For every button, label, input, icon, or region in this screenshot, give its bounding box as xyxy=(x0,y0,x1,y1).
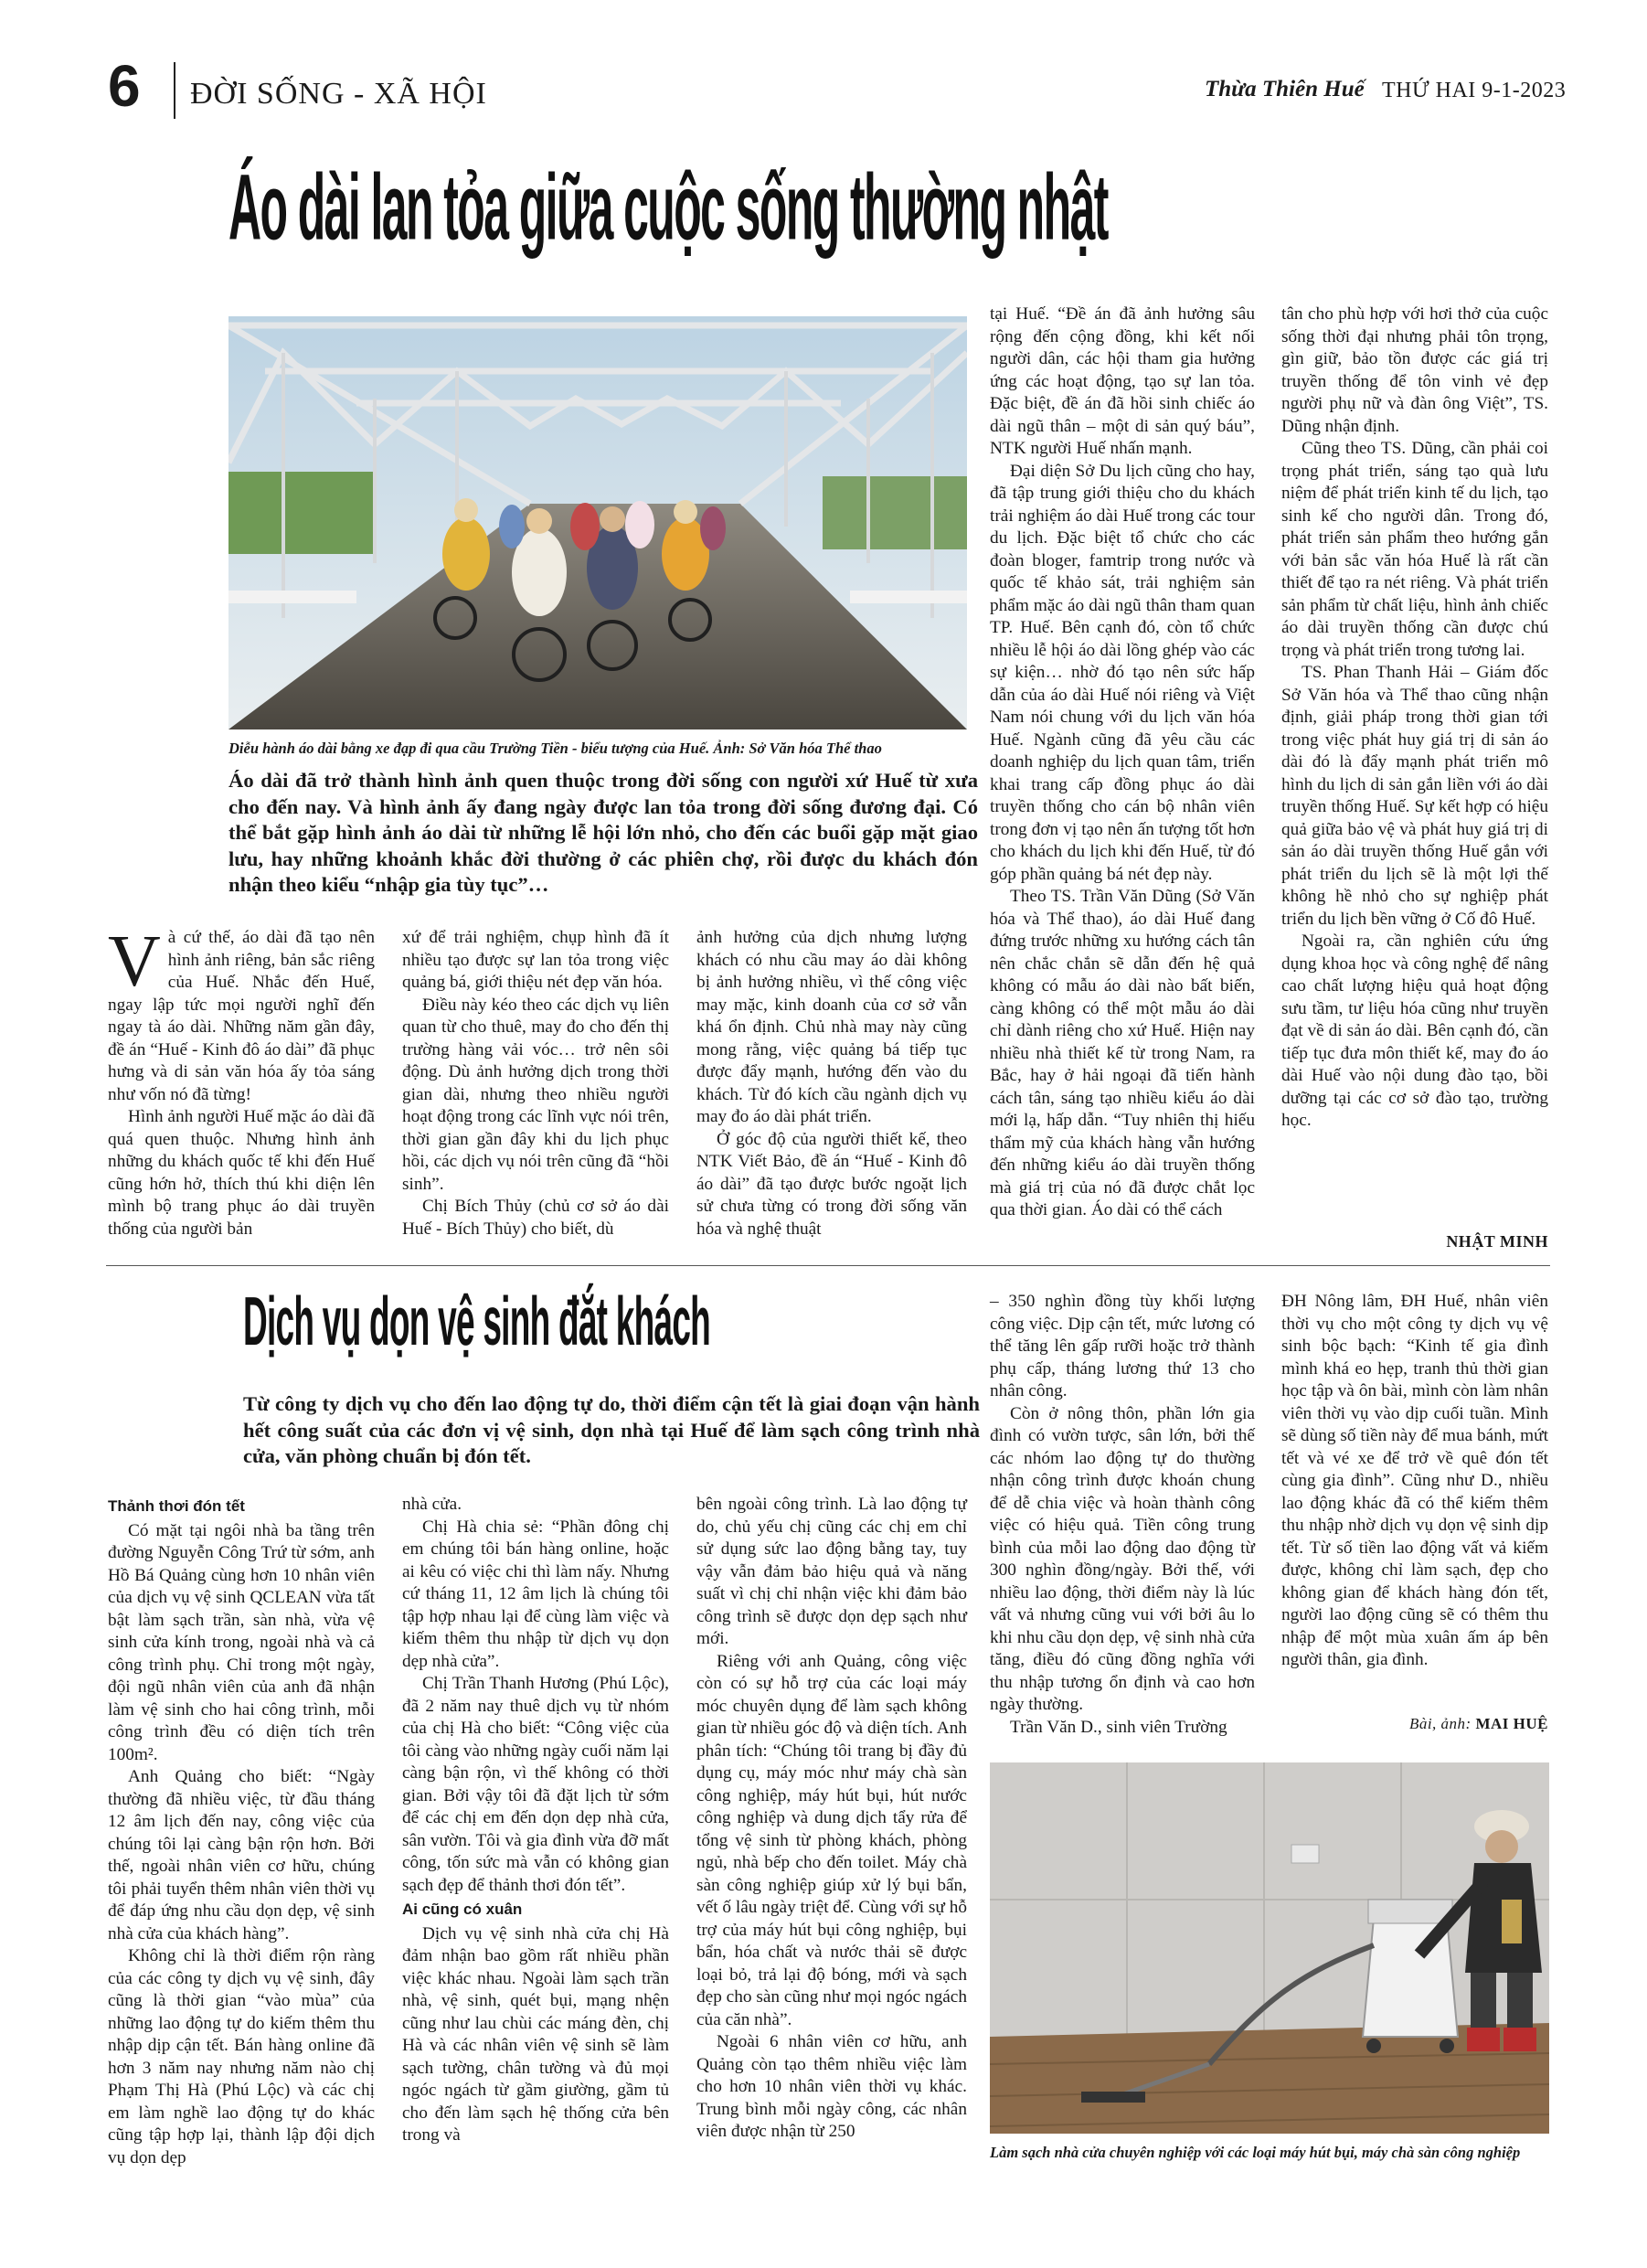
paragraph: Hình ảnh người Huế mặc áo dài đã quá quen thuộc. Nhưng hình ảnh những du khách quốc tế khi đến Huế cũng hớn hở, thích thú khi diện lên mình bộ trang phục áo dài truyền thống của người bản xyxy=(108,1107,375,1239)
paragraph: Chị Bích Thủy (chủ cơ sở áo dài Huế - Bích Thủy) cho biết, dù xyxy=(402,1197,669,1239)
paragraph: Anh Quảng cho biết: “Ngày thường đã nhiều việc, từ đầu tháng 12 âm lịch đến nay, công việc của chúng tôi lại càng bận rộn hơn. Bởi thế, ngoài nhân viên cơ hữu, chúng tôi phải tuyển thêm nhân viên thời vụ để đáp ứng nhu cầu dọn dẹp, vệ sinh nhà cửa của khách hàng”. xyxy=(108,1767,375,1943)
byline-prefix: Bài, ảnh: xyxy=(1408,1715,1472,1732)
article1-byline: NHẬT MINH xyxy=(1446,1232,1548,1251)
paragraph: tại Huế. “Đề án đã ảnh hưởng sâu rộng đến cộng đồng, khi kết nối người dân, các hội tham gia hưởng ứng các hoạt động, tạo sự lan tỏa. Đặc biệt, đề án đã hồi sinh chiếc áo dài ngũ thân – một di sản quý báu”, NTK người Huế nhấn mạnh. xyxy=(990,304,1255,458)
paragraph: Ngoài 6 nhân viên cơ hữu, anh Quảng còn tạo thêm nhiều việc làm cho hơn 10 nhân viên thời vụ khác. Trung bình mỗi ngày công, các nhân viên được nhận từ 250 xyxy=(696,2032,967,2141)
paragraph: ĐH Nông lâm, ĐH Huế, nhân viên thời vụ cho một công ty dịch vụ vệ sinh bộc bạch: “Kinh tế gia đình mình khá eo hẹp, tranh thủ thời gian học tập và ôn bài, mình còn làm nhân viên thời vụ vào dịp cuối tuần. Mình sẽ dùng số tiền này để mua bánh, mứt tết và vé xe để trở về quê đón tết cùng gia đình”. Cũng như D., nhiều lao động khác đã có thể kiếm thêm thu nhập nhờ dịch vụ dọn vệ sinh dịp tết. Từ số tiền lao động vất vả kiếm được, không chỉ làm sạch, đẹp cho không gian để khách hàng đón tết, người lao động cũng sẽ có thêm thu nhập để một mùa xuân ấm áp bên người thân, gia đình. xyxy=(1281,1292,1548,1669)
subheading: Thảnh thơi đón tết xyxy=(108,1497,245,1515)
paragraph: xứ để trải nghiệm, chụp hình đã ít nhiều tạo được sự lan tỏa trong việc quảng bá, giới thiệu nét đẹp văn hóa. xyxy=(402,928,669,992)
article1-sapo: Áo dài đã trở thành hình ảnh quen thuộc trong đời sống con người xứ Huế từ xưa cho đến nay. Và hình ảnh ấy đang ngày được lan tỏa trong đời sống đương đại. Có thể bắt gặp hình ảnh áo dài từ những lễ hội lớn nhỏ, cho đến các buổi gặp mặt giao lưu, hay những khoảnh khắc đời thường ở các phiên chợ, rồi được du khách đón nhận theo kiểu “nhập gia tùy tục”… xyxy=(228,769,978,896)
article2-column-5 xyxy=(1281,1291,1548,1672)
article1-column-3 xyxy=(696,927,967,1240)
cleaning-worker-photo xyxy=(990,1762,1549,2134)
paragraph: Điều này kéo theo các dịch vụ liên quan từ cho thuê, may đo cho đến thị trường hàng vải vóc… trở nên sôi động. Dù ảnh hưởng dịch trong thời gian dài, nhưng theo nhiều người hoạt động trong các lĩnh vực nói trên, thời gian gần đây khi du lịch phục hồi, các dịch vụ nói trên cũng đã “hồi sinh”. xyxy=(402,995,669,1194)
article2-column-4 xyxy=(990,1291,1255,1739)
subheading: Ai cũng có xuân xyxy=(402,1901,523,1918)
paragraph: Không chỉ là thời điểm rộn ràng của các công ty dịch vụ vệ sinh, đây cũng là thời gian “vào mùa” của những lao động tự do kiếm thêm thu nhập dịp cận tết. Bán hàng online đã hơn 3 năm nay nhưng năm nào chị Phạm Thị Hà (Phú Lộc) và các chị em làm nghề lao động tự do khác cũng tập hợp lại, thành lập đội dịch vụ dọn dẹp xyxy=(108,1946,375,2167)
paragraph: à cứ thế, áo dài đã tạo nên hình ảnh riêng, bản sắc riêng của Huế. Nhắc đến Huế, ngay lập tức mọi người nghĩ đến ngay tà áo dài. Những năm gần đây, đề án “Huế - Kinh đô áo dài” đã phục hưng và di sản văn hóa ấy tỏa sáng như vốn nó đã từng! xyxy=(108,928,375,1104)
article2-sapo: Từ công ty dịch vụ cho đến lao động tự do, thời điểm cận tết là giai đoạn vận hành hết công suất của các đơn vị vệ sinh, dọn nhà tại Huế để làm sạch công trình nhà cửa, văn phòng chuẩn bị đón tết. xyxy=(243,1392,980,1467)
article1-column-5 xyxy=(1281,303,1548,1133)
article2-headline: Dịch vụ dọn vệ sinh đắt khách xyxy=(243,1283,711,1360)
paragraph: Có mặt tại ngôi nhà ba tầng trên đường Nguyễn Công Trứ từ sớm, anh Hồ Bá Quảng cùng hơn 10 nhân viên của dịch vụ vệ sinh QCLEAN vừa tất bật làm sạch trần, sàn nhà, vừa vệ sinh cửa kính trong, ngoài nhà và cả công trình phụ. Chỉ trong một ngày, đội ngũ nhân viên của anh đã nhận làm vệ sinh cho hai công trình, mỗi công trình đều có diện tích trên 100m². xyxy=(108,1520,375,1764)
article-divider xyxy=(106,1265,1550,1266)
article1-column-4 xyxy=(990,303,1255,1222)
paragraph: nhà cửa. xyxy=(402,1495,462,1514)
page-number: 6 xyxy=(108,53,141,119)
paragraph: Theo TS. Trần Văn Dũng (Sở Văn hóa và Thể thao), áo dài Huế đang đứng trước những xu hướng cách tân nên chắc chắn sẽ dẫn đến hệ quả không có mẫu áo dài nào bất biến, càng không có thể một mẫu áo dài chỉ dành riêng cho xứ Huế. Hiện nay nhiều nhà thiết kế từ trong Nam, ra Bắc, hay ở hải ngoại đã tiến hành cách tân, sáng tạo nhiều kiểu áo dài mới lạ, hấp dẫn. “Tuy nhiên thị hiếu thẩm mỹ của khách hàng vẫn hướng đến những kiểu áo dài truyền thống mà giá trị của nó đã được chắt lọc qua thời gian. Áo dài có thể cách xyxy=(990,887,1255,1219)
byline-name: MAI HUỆ xyxy=(1475,1715,1548,1732)
header-divider xyxy=(174,62,175,119)
paragraph: Riêng với anh Quảng, công việc còn có sự hỗ trợ của các loại máy móc chuyên dụng để làm sạch không gian từ nhiều góc độ và diện tích. Anh phân tích: “Chúng tôi trang bị đầy đủ dụng cụ, máy móc như máy chà sàn công nghiệp, máy hút bụi, hút nước công nghiệp và dung dịch tẩy rửa để tổng vệ sinh từ phòng khách, phòng ngủ, nhà bếp cho đến toilet. Máy chà sàn công nghiệp giúp xử lý bụi bẩn, vết ố lâu ngày triệt để. Cùng với sự hỗ trợ của máy hút bụi công nghiệp, bụi bẩn, hóa chất và nước thải sẽ được loại bỏ, trả lại độ bóng, mới và sạch đẹp cho sàn cũng như mọi ngóc ngách của căn nhà”. xyxy=(696,1651,967,2029)
drop-cap: V xyxy=(108,921,161,1002)
newspaper-name: Thừa Thiên Huế xyxy=(1205,77,1365,101)
paragraph: Trần Văn D., sinh viên Trường xyxy=(1010,1717,1227,1737)
article1-headline: Áo dài lan tỏa giữa cuộc sống thường nhật xyxy=(228,154,1108,260)
paragraph: Còn ở nông thôn, phần lớn gia đình có vườn tược, sân lớn, bởi thế các nhóm lao động tự do thường nhận công trình được khoán chung để dễ chia việc và hoàn thành công việc có hiệu quả. Tiền công trung bình của mỗi lao động dao động từ 300 nghìn đồng/ngày. Bởi thế, với nhiều lao động, thời điểm này là lúc vất vả nhưng cũng vui với bởi âu lo khi nhu cầu dọn dẹp, vệ sinh nhà cửa tăng, điều đó cũng đồng nghĩa với thu nhập tương ổn định và cao hơn ngày thường. xyxy=(990,1403,1255,1714)
article1-column-2 xyxy=(402,927,669,1240)
article2-byline xyxy=(1281,1715,1548,1733)
paragraph: Đại diện Sở Du lịch cũng cho hay, đã tập trung giới thiệu cho du khách trải nghiệm áo dài Huế trong các tour du lịch. Đặc biệt tổ chức cho các đoàn bloger, famtrip trong nước và quốc tế khảo sát, trải nghiệm sản phẩm mặc áo dài ngũ thân tham quan TP. Huế. Bên cạnh đó, còn tổ chức nhiều lễ hội áo dài lồng ghép vào các sự kiện… nhờ đó tạo nên sức hấp dẫn của áo dài Huế nói riêng và Việt Nam nói chung với du lịch văn hóa Huế. Ngành cũng đã yêu cầu các doanh nghiệp du lịch quan tâm, triển khai trang cấp đồng phục áo dài truyền thống cho cán bộ nhân viên trong đơn vị tạo nên ấn tượng tốt hơn cho khách du lịch khi đến Huế, từ đó góp phần quảng bá nét đẹp này. xyxy=(990,461,1255,884)
paragraph: – 350 nghìn đồng tùy khối lượng công việc. Dịp cận tết, mức lương có thể tăng lên gấp rưỡi hoặc trở thành phụ cấp, tháng lương thứ 13 cho nhân công. xyxy=(990,1292,1255,1400)
paragraph: Chị Trần Thanh Hương (Phú Lộc), đã 2 năm nay thuê dịch vụ từ nhóm của chị Hà cho biết: “Công việc của tôi càng vào những ngày cuối năm lại càng bận rộn, vì thế không có thời gian. Bởi vậy tôi đã đặt lịch từ sớm để các chị em đến dọn dẹp nhà cửa, sân vườn. Tôi và gia đình vừa đỡ mất công, tốn sức mà vẫn có không gian sạch đẹp để thảnh thơi đón tết”. xyxy=(402,1674,669,1895)
paragraph: Dịch vụ vệ sinh nhà cửa chị Hà đảm nhận bao gồm rất nhiều phần việc khác nhau. Ngoài làm sạch trần nhà, vệ sinh, quét bụi, mạng nhện cũng như lau chùi các máng đèn, chị Hà và các nhân viên vệ sinh sẽ làm sạch tường, chân tường và đủ mọi ngóc ngách từ gầm giường, gầm tủ cho đến làm sạch hệ thống cửa bên trong và xyxy=(402,1923,669,2145)
paragraph: Ngoài ra, cần nghiên cứu ứng dụng khoa học và công nghệ để nâng cao chất lượng hiệu quả hoạt động sưu tầm, tư liệu hóa cũng như truyền đạt về di sản áo dài. Bên cạnh đó, cần tiếp tục đưa môn thiết kế, may đo áo dài Huế vào nội dung đào tạo, bồi dưỡng tại các cơ sở đào tạo, trường học. xyxy=(1281,932,1548,1130)
paragraph: Ở góc độ của người thiết kế, theo NTK Viết Bảo, đề án “Huế - Kinh đô áo dài” đã tạo được bước ngoặt lịch sử chưa từng có trong đời sống văn hóa và nghệ thuật xyxy=(696,1129,967,1239)
paragraph: tân cho phù hợp với hơi thở của cuộc sống thời đại nhưng phải tôn trọng, gìn giữ, bảo tồn được các giá trị truyền thống để tôn vinh vẻ đẹp người phụ nữ và đàn ông Việt”, TS. Dũng nhận định. xyxy=(1281,304,1548,436)
article2-column-3 xyxy=(696,1494,967,2144)
paragraph: ảnh hưởng của dịch nhưng lượng khách có nhu cầu may áo dài không bị ảnh hưởng nhiều, vì thế công việc may mặc, kinh doanh của cơ sở vẫn khá ổn định. Chủ nhà may này cũng mong rằng, việc quảng bá tiếp tục được đẩy mạnh, hướng đến vào du khách. Từ đó kích cầu ngành dịch vụ may đo áo dài phát triển. xyxy=(696,928,967,1126)
article1-photo-caption: Diễu hành áo dài bằng xe đạp đi qua cầu Trường Tiền - biểu tượng của Huế. Ảnh: Sở Văn hóa Thể thao xyxy=(228,740,882,757)
article1-column-1 xyxy=(108,921,375,1240)
article2-column-2 xyxy=(402,1494,669,2147)
section-name: ĐỜI SỐNG - XÃ HỘI xyxy=(190,77,487,111)
bridge-parade-photo xyxy=(228,316,967,729)
paragraph: TS. Phan Thanh Hải – Giám đốc Sở Văn hóa và Thể thao cũng nhận định, giải pháp trong thời gian tới trong việc phát huy giá trị di sản áo dài đó là đẩy mạnh phát triển mô hình du lịch di sản gắn liền với áo dài truyền thống Huế. Sự kết hợp có hiệu quả giữa bảo vệ và phát huy giá trị di sản áo dài truyền thống Huế gắn với phát triển du lịch sẽ là một lợi thế không hề nhỏ cho sự nghiệp phát triển du lịch bền vững ở Cố đô Huế. xyxy=(1281,663,1548,929)
issue-date: THỨ HAI 9-1-2023 xyxy=(1382,79,1567,102)
paragraph: Chị Hà chia sẻ: “Phần đông chị em chúng tôi bán hàng online, hoặc ai kêu có việc chi thì làm nấy. Nhưng cứ tháng 11, 12 âm lịch là chúng tôi tập hợp nhau lại để cùng làm việc và kiếm thêm thu nhập từ dịch vụ dọn dẹp nhà cửa”. xyxy=(402,1517,669,1671)
article2-photo-caption: Làm sạch nhà cửa chuyên nghiệp với các loại máy hút bụi, máy chà sàn công nghiệp xyxy=(990,2144,1521,2161)
article2-column-1 xyxy=(108,1494,375,2169)
paragraph: Cũng theo TS. Dũng, cần phải coi trọng phát triển, sáng tạo quà lưu niệm để phát triển kinh tế du lịch, tạo sinh kế cho người dân. Trong đó, phát triển sản phẩm theo hướng gắn với bản sắc văn hóa Huế là rất cần thiết để tạo ra nét riêng. Và phát triển sản phẩm từ chất liệu, hình ảnh chiếc áo dài truyền thống cần được chú trọng và phát triển trong tương lai. xyxy=(1281,439,1548,660)
paragraph: bên ngoài công trình. Là lao động tự do, chủ yếu chị cũng các chị em chỉ sử dụng sức lao động bằng tay, tuy vậy vẫn đảm bảo hiệu quả và năng suất vì chị chỉ nhận việc khi đảm bảo công trình sẽ được dọn dẹp sạch như mới. xyxy=(696,1495,967,1648)
